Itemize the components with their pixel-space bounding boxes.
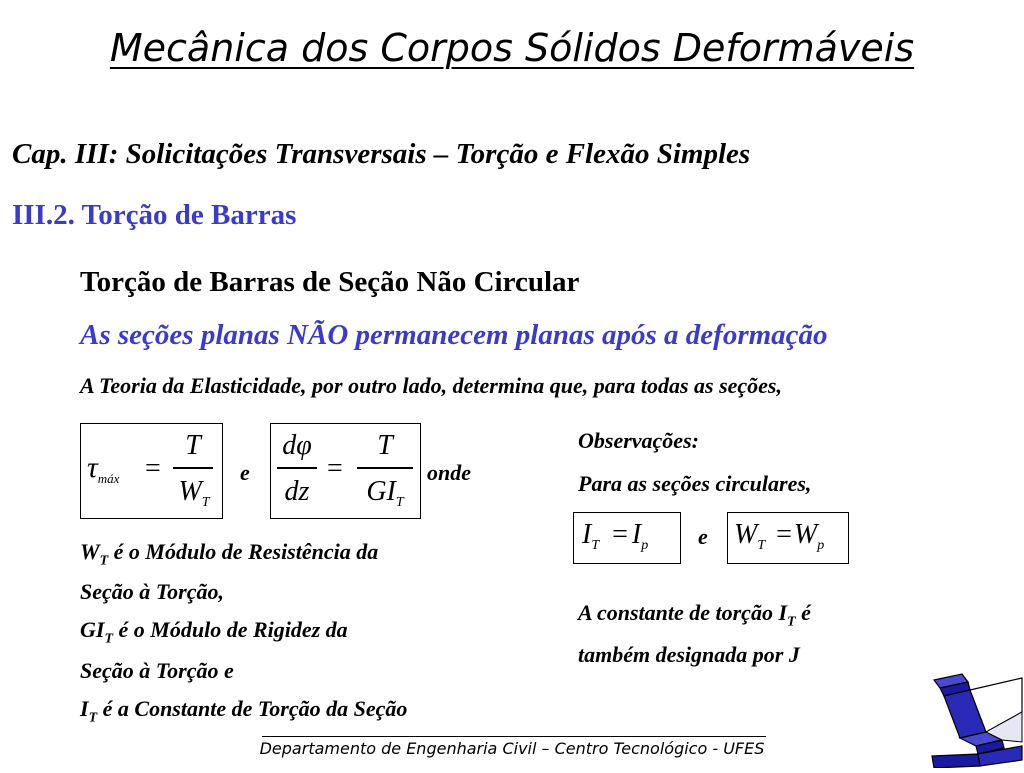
wt-letter: W — [178, 476, 202, 507]
wt-definition — [80, 535, 520, 577]
it-def-symbol: I — [80, 695, 89, 721]
chapter-heading: Cap. III: Solicitações Transversais – Torção e Flexão Simples — [12, 138, 751, 170]
git-subscript: T — [395, 495, 404, 510]
equals-sign-4: = — [776, 519, 792, 550]
denominator-git — [355, 476, 415, 508]
section-heading: III.2. Torção de Barras — [12, 199, 297, 231]
slide-title — [0, 26, 1024, 70]
wt-equals-wp-equation — [727, 512, 849, 564]
git-definition-cont: Seção à Torção e — [80, 657, 234, 683]
footer-text: Departamento de Engenharia Civil – Centro Tecnológico - UFES — [259, 739, 765, 758]
wt-def-symbol: W — [80, 539, 100, 564]
note-sub: T — [787, 614, 796, 630]
ip-letter: I — [631, 519, 642, 550]
connector-onde: onde — [427, 460, 471, 485]
numerator-torque-2: T — [377, 430, 393, 461]
it-definition — [80, 692, 520, 734]
key-statement: As seções planas NÃO permanecem planas após a deformação — [80, 319, 828, 351]
wt-letter-2: W — [734, 519, 758, 550]
fraction-bar-left — [277, 467, 317, 469]
git-definition — [80, 613, 520, 655]
torsion-constant-line2: também designada por J — [578, 642, 800, 668]
ip-subscript: p — [641, 538, 649, 553]
numerator-torque: T — [185, 430, 201, 461]
it-equals-ip-equation — [573, 512, 681, 564]
twist-rate-equation — [270, 423, 421, 519]
connector-e-2: e — [698, 524, 708, 549]
git-letters: GI — [366, 476, 396, 507]
git-def-sub: T — [104, 631, 114, 647]
denominator-dz: dz — [284, 476, 310, 507]
it-letter: I — [582, 519, 592, 550]
wp-subscript: p — [817, 538, 825, 553]
torsion-constant-note — [578, 596, 811, 671]
theory-statement: A Teoria da Elasticidade, por outro lado, determina que, para todas as seções, — [80, 373, 782, 398]
equals-sign-2: = — [327, 453, 343, 484]
topic-heading: Torção de Barras de Seção Não Circular — [80, 266, 580, 298]
it-ip-expression — [582, 519, 648, 551]
observations-heading: Observações: — [578, 428, 699, 453]
git-def-text: é o Módulo de Rigidez da — [113, 617, 348, 643]
it-subscript: T — [591, 538, 600, 553]
wt-definition-cont: Seção à Torção, — [80, 579, 225, 605]
git-def-symbol: GI — [80, 617, 105, 643]
shear-stress-equation — [80, 423, 223, 519]
wt-def-sub: T — [99, 553, 109, 569]
wt-wp-expression — [734, 519, 824, 551]
definitions-list — [80, 535, 520, 734]
denominator-wt — [169, 476, 219, 508]
wt-subscript-2: T — [757, 538, 766, 553]
note-part1: A constante de torção I — [578, 600, 788, 625]
wt-subscript: T — [201, 495, 210, 510]
equals-sign-3: = — [612, 519, 628, 550]
wt-def-text: é o Módulo de Resistência da — [108, 539, 379, 564]
note-part2: é — [795, 600, 811, 625]
tau-letter: τ — [87, 451, 98, 484]
fraction-bar — [173, 467, 213, 469]
tau-subscript: máx — [97, 471, 120, 486]
torsion-constant-line1 — [578, 596, 811, 638]
tau-symbol — [87, 451, 119, 485]
equals-sign: = — [145, 453, 161, 484]
circular-sections-note: Para as seções circulares, — [578, 471, 812, 496]
numerator-dphi: dφ — [282, 430, 312, 461]
connector-e: e — [240, 460, 250, 485]
footer-divider — [262, 736, 766, 737]
fraction-bar-right — [357, 467, 413, 469]
slide-title-text: Mecânica dos Corpos Sólidos Deformáveis — [109, 26, 915, 70]
it-def-sub: T — [88, 710, 98, 726]
wp-letter: W — [793, 519, 818, 550]
it-def-text: é a Constante de Torção da Seção — [97, 695, 408, 721]
